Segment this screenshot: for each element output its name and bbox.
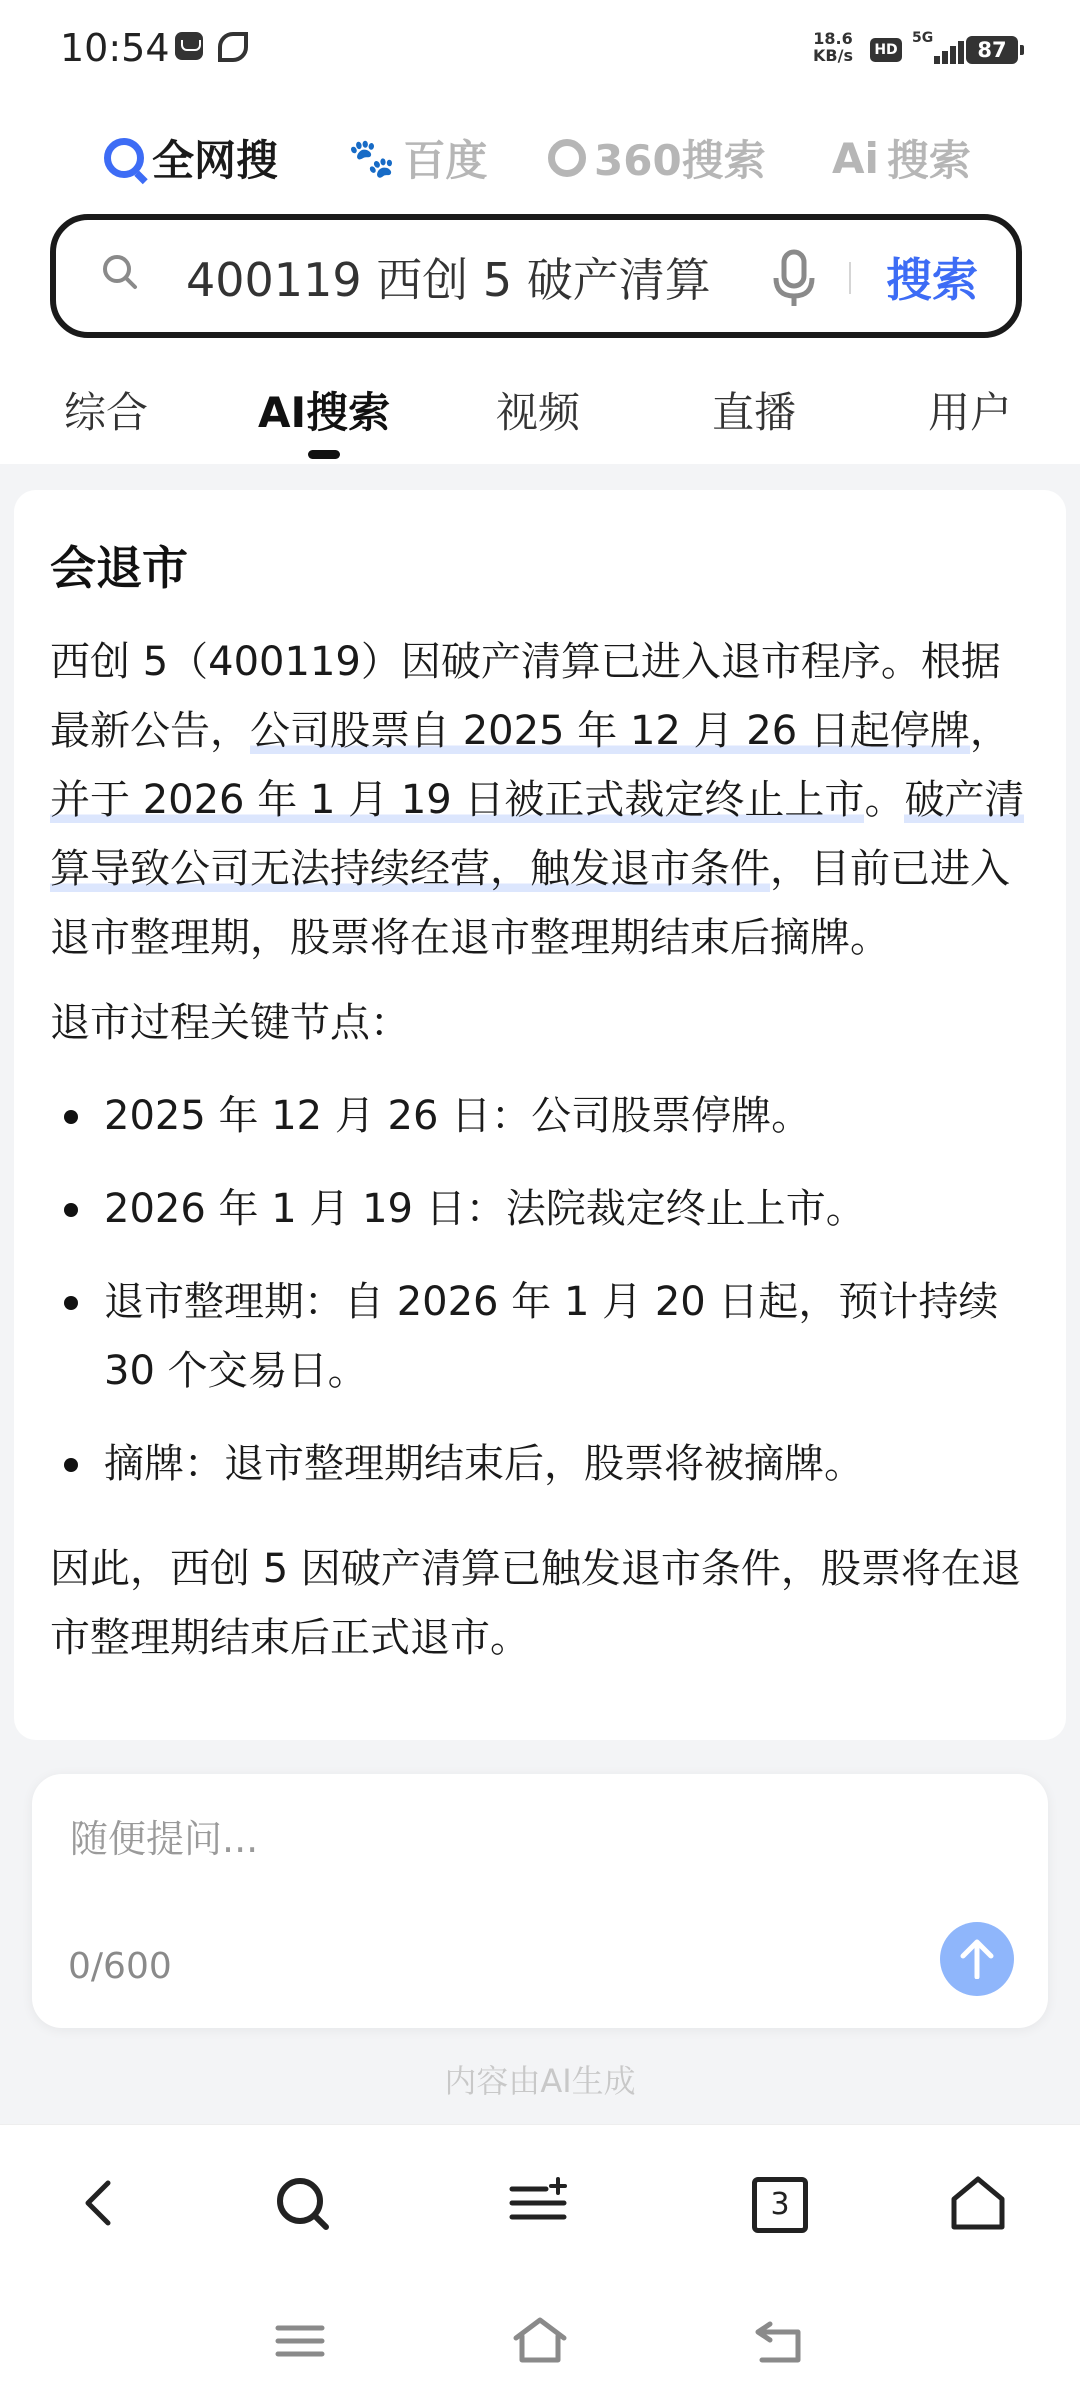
list-item: 摘牌：退市整理期结束后，股票将被摘牌。 [50,1430,1040,1499]
home-icon[interactable] [946,2171,1010,2235]
key-points-list [50,1082,1040,1499]
highlighted-text[interactable]: 破产清算导致公司无法持续经营，触发退市条件 [50,777,1025,892]
highlighted-text[interactable]: 并于 2026 年 1 月 19 日被正式裁定终止上市 [50,777,865,823]
highlighted-text[interactable]: 公司股票自 2025 年 12 月 26 日起停牌 [250,708,970,754]
answer-text: 。 [864,777,905,823]
search-input[interactable] [184,244,778,310]
list-item: 2025 年 12 月 26 日：公司股票停牌。 [50,1082,1040,1151]
network-speed-value: 18.6 [813,29,853,48]
list-item: 2026 年 1 月 19 日：法院裁定终止上市。 [50,1175,1040,1244]
tab-count: 3 [752,2177,808,2233]
tabs-button[interactable] [746,2171,810,2235]
answer-text: ， [969,708,1010,754]
search-icon[interactable] [270,2171,334,2235]
engine-tab-baidu[interactable] [348,128,487,188]
engine-tab-label: 百度 [403,136,488,185]
circle-360-icon [548,139,586,177]
search-icon [104,138,144,178]
search-icon [102,254,138,290]
bottom-navigation [0,2124,1080,2277]
search-button[interactable]: 搜索 [886,253,978,307]
system-navigation [0,2276,1080,2400]
arrow-up-icon [959,1939,995,1979]
battery-icon: 87 [966,36,1018,64]
ai-icon: Ai [832,133,879,183]
tab-ai-search[interactable]: AI搜索 [258,388,391,437]
char-counter: 0/600 [68,1946,172,1987]
network-speed-unit: KB/s [813,46,853,65]
engine-tab-360[interactable] [548,128,766,188]
divider [849,262,851,294]
notification-leaf-icon [218,32,248,62]
active-tab-indicator [308,450,340,459]
network-speed [808,30,858,64]
engine-tab-label: 360搜索 [594,136,766,185]
status-bar [0,0,1080,100]
answer-text: 西创 5（400119）因破产清算已进入退市程序。根据最新公告， [50,639,1001,754]
system-home-icon[interactable] [510,2316,570,2366]
back-icon[interactable] [68,2171,132,2235]
notification-message-icon [175,32,203,60]
tab-users[interactable]: 用户 [928,388,1013,437]
tab-live[interactable]: 直播 [712,388,797,437]
answer-conclusion: 因此，西创 5 因破产清算已触发退市条件，股票将在退市整理期结束后正式退市。 [50,1546,1021,1661]
answer-text: ，目前已进入退市整理期，股票将在退市整理期结束后摘牌。 [50,846,1010,961]
engine-tab-all[interactable] [104,128,278,188]
ai-answer-card [14,490,1066,1740]
signal-icon [912,30,962,66]
tab-all[interactable]: 综合 [64,388,149,437]
send-button[interactable] [940,1922,1014,1996]
answer-title: 会退市 [50,532,188,598]
tab-video[interactable]: 视频 [496,388,581,437]
section-label: 退市过程关键节点： [50,1000,410,1046]
paw-icon: 🐾 [348,135,396,180]
search-engine-tabs [0,118,1080,198]
ai-generated-note: 内容由AI生成 [444,2062,636,2100]
network-type: 5G [912,30,934,46]
answer-body [50,628,1040,1673]
engine-tab-label: 搜索 [886,136,971,185]
menu-sparkle-icon[interactable] [506,2171,570,2235]
system-back-icon[interactable] [750,2316,810,2366]
ask-input[interactable] [68,1808,972,1870]
category-tabs [0,380,1080,460]
ask-input-card [32,1774,1048,2028]
search-bar [50,214,1022,338]
microphone-icon[interactable] [766,248,822,308]
engine-tab-label: 全网搜 [152,136,279,185]
list-item: 退市整理期：自 2026 年 1 月 20 日起，预计持续 30 个交易日。 [50,1268,1040,1406]
hd-badge: HD [870,38,902,62]
recents-icon[interactable] [270,2316,330,2366]
clock: 10:54 [60,26,170,70]
engine-tab-ai[interactable] [832,128,971,188]
answer-paragraph [50,628,1040,973]
